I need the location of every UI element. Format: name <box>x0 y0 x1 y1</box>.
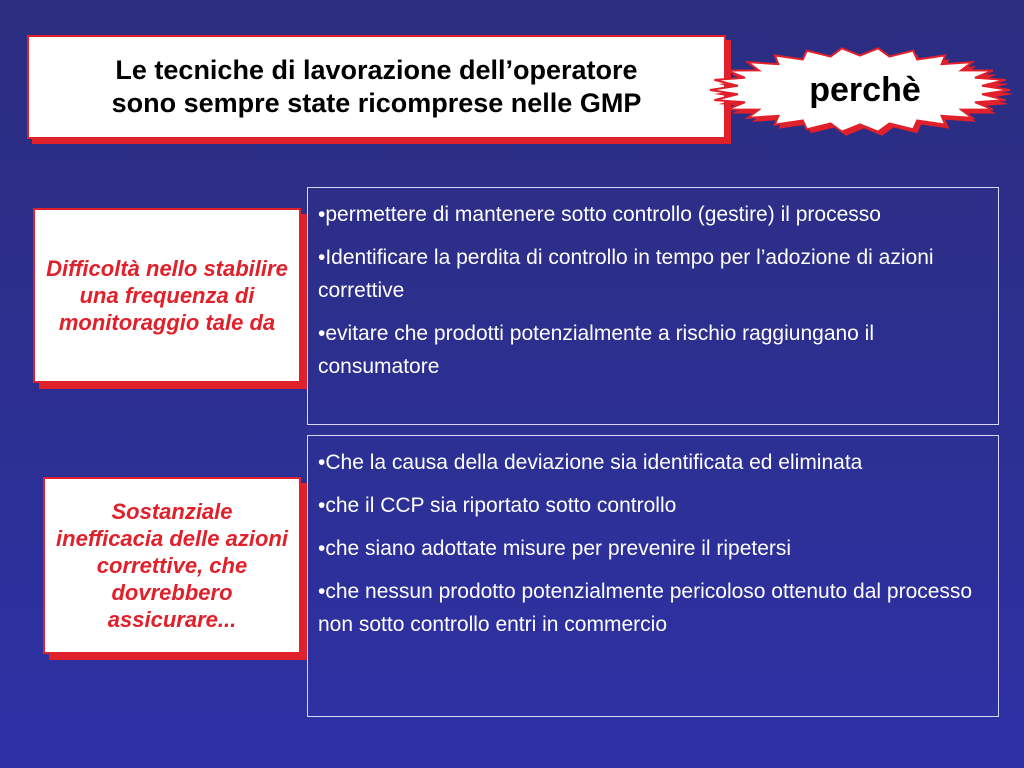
bullet-list-1 <box>307 187 999 425</box>
problem-text-2: Sostanziale inefficacia delle azioni correttive, che dovrebbero assicurare... <box>56 499 288 632</box>
list-item: •evitare che prodotti potenzialmente a rischio raggiungano il consumatore <box>318 322 875 378</box>
problem-box-2 <box>43 477 301 654</box>
bullet-list-2 <box>307 435 999 717</box>
slide-title-box <box>27 35 726 139</box>
perche-burst <box>700 40 1020 140</box>
list-item: •che il CCP sia riportato sotto controllo <box>318 494 677 517</box>
list-item: •permettere di mantenere sotto controllo (gestire) il processo <box>318 203 881 226</box>
list-item: •che nessun prodotto potenzialmente pericoloso ottenuto dal processo non sotto controllo entri in commercio <box>318 580 973 636</box>
problem-text-1: Difficoltà nello stabilire una frequenza di monitoraggio tale da <box>46 256 288 335</box>
list-item: •Identificare la perdita di controllo in tempo per l’adozione di azioni correttive <box>318 246 934 302</box>
slide-title <box>112 54 642 120</box>
slide-title-line2: sono sempre state ricomprese nelle GMP <box>111 88 642 118</box>
burst-label: perchè <box>809 70 921 109</box>
list-item: •Che la causa della deviazione sia identificata ed eliminata <box>318 451 863 474</box>
slide-title-line1: Le tecniche di lavorazione dell’operatore <box>115 55 638 85</box>
problem-box-1 <box>33 208 301 383</box>
list-item: •che siano adottate misure per prevenire il ripetersi <box>318 537 792 560</box>
